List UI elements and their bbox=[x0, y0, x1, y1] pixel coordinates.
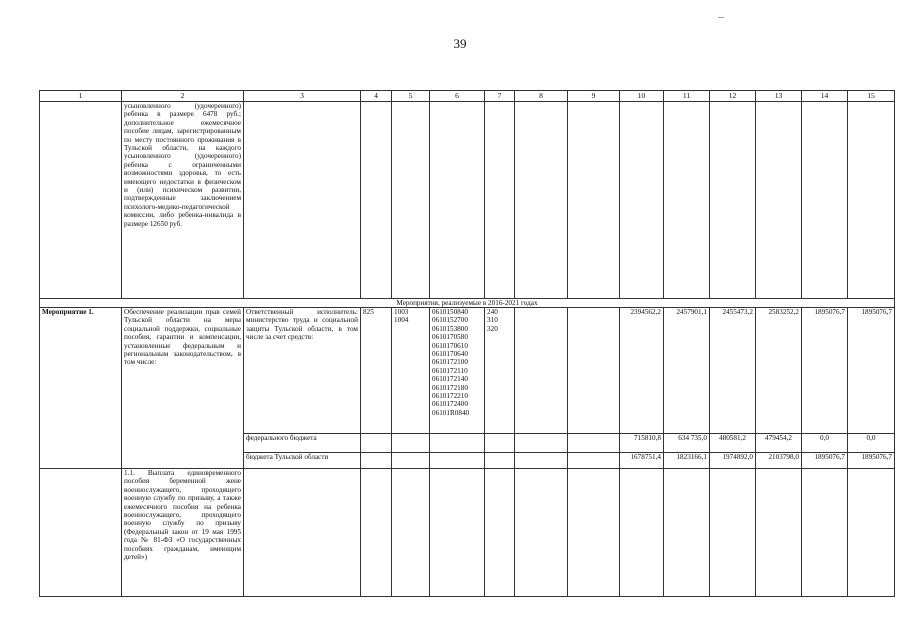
value-cell: 2583252,2 bbox=[756, 308, 802, 434]
table-row bbox=[40, 102, 895, 299]
value-cell: 2394562,2 bbox=[620, 308, 664, 434]
value-cell: 2457901,1 bbox=[664, 308, 710, 434]
value-cell: 480581,2 bbox=[710, 434, 756, 453]
value-cell: 1823166,1 bbox=[664, 453, 710, 469]
header-cell: 3 bbox=[244, 91, 361, 102]
code-col5: 1003 1004 bbox=[392, 308, 430, 434]
header-cell: 5 bbox=[392, 91, 430, 102]
header-cell: 1 bbox=[40, 91, 122, 102]
section-row bbox=[40, 299, 895, 308]
continued-description: усыновленного (удочеренного) ребенка в размере 6478 руб.; дополнительное ежемесячное пособие лицам, зарегистрированным по месту постоянного проживания в Тульской области, на каждого усыновленного (удочеренного) ребенка с ограниченными возможностями здоровья, то есть имеющего недостатки в физическом и (или) психическом развитии, подтвержденные заключением психолого-медико-педагогической комиссии, либо ребенка-инвалида в размере 12650 руб. bbox=[122, 102, 244, 299]
value-cell: 2103798,0 bbox=[756, 453, 802, 469]
header-cell: 2 bbox=[122, 91, 244, 102]
value-cell: 715810,8 bbox=[620, 434, 664, 453]
page-number: 39 bbox=[453, 36, 467, 51]
measure-description: Обеспечение реализации прав семей Тульской области на меры социальной поддержки, социальные пособия, гарантии и компенсации, установленные федеральным и региональным законодательством, в том числе: bbox=[122, 308, 244, 469]
value-cell: 1895076,7 bbox=[848, 453, 895, 469]
scan-mark bbox=[718, 17, 724, 18]
value-cell: 0,0 bbox=[802, 434, 848, 453]
code-col4: 825 bbox=[361, 308, 392, 434]
value-cell: 2455473,2 bbox=[710, 308, 756, 434]
value-cell: 479454,2 bbox=[756, 434, 802, 453]
value-cell: 1974892,0 bbox=[710, 453, 756, 469]
table-row bbox=[40, 469, 895, 597]
header-cell: 14 bbox=[802, 91, 848, 102]
header-cell: 15 bbox=[848, 91, 895, 102]
header-cell: 10 bbox=[620, 91, 664, 102]
value-cell: 1895076,7 bbox=[848, 308, 895, 434]
header-cell: 13 bbox=[756, 91, 802, 102]
code-col7: 240 310 320 bbox=[485, 308, 515, 434]
value-cell: 634 735,0 bbox=[664, 434, 710, 453]
code-col6: 0610150840 0610152700 0610153800 0610170580 0610170610 0610170640 0610172100 0610172110 0610172140 0610172180 0610172210 0610172400 06101R0840 bbox=[430, 308, 485, 434]
table-row bbox=[40, 308, 895, 434]
header-cell: 4 bbox=[361, 91, 392, 102]
sub-measure-description: 1.1. Выплата единовременного пособия беременной жене военнослужащего, проходящего военную службу по призыву, а также ежемесячного пособия на ребенка военнослужащего, проходящего военную службу по призыву (Федеральный закон от 19 мая 1995 года № 81-ФЗ «О государственных пособиях гражданам, имеющим детей») bbox=[122, 469, 244, 597]
regional-label: бюджета Тульской области bbox=[244, 453, 361, 469]
header-cell: 7 bbox=[485, 91, 515, 102]
value-cell: 1678751,4 bbox=[620, 453, 664, 469]
header-cell: 6 bbox=[430, 91, 485, 102]
value-cell: 1895076,7 bbox=[802, 308, 848, 434]
header-cell: 8 bbox=[515, 91, 568, 102]
value-cell: 1895076,7 bbox=[802, 453, 848, 469]
header-cell: 12 bbox=[710, 91, 756, 102]
header-cell: 9 bbox=[568, 91, 620, 102]
measure-executor: Ответственный исполнитель: министерство труда и социальной защиты Тульской области, в том числе за счет средств: bbox=[244, 308, 361, 434]
value-cell: 0,0 bbox=[848, 434, 895, 453]
measure-label: Мероприятие 1. bbox=[40, 308, 122, 469]
federal-label: федерального бюджета bbox=[244, 434, 361, 453]
header-row bbox=[40, 91, 895, 102]
header-cell: 11 bbox=[664, 91, 710, 102]
section-title: Мероприятия, реализуемые в 2016-2021 годах bbox=[40, 299, 895, 308]
budget-table bbox=[39, 90, 895, 597]
